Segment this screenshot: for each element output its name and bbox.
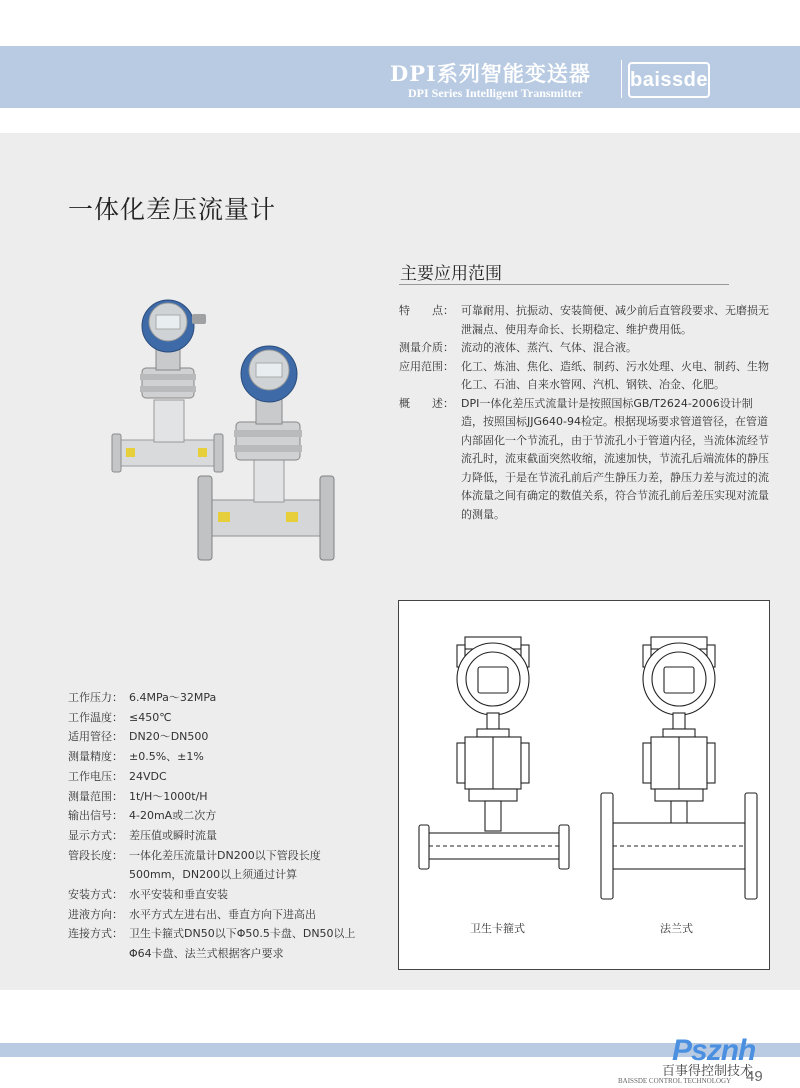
description-label: 测量介质： [399, 341, 454, 354]
section-divider [399, 284, 729, 285]
section-title: 主要应用范围 [400, 264, 502, 284]
header-title: DPI系列智能变送器 [390, 61, 591, 86]
spec-item [68, 806, 368, 826]
flange-type-drawing [601, 637, 757, 899]
technical-drawing [398, 600, 770, 970]
spec-label: 工作温度： [68, 710, 123, 724]
description-text: DPI一体化差压式流量计是按照国标GB/T2624-2006设计制造，按照国标JJG640-94检定。根据现场要求管道管径，在管道内部固化一个节流孔，由于节流孔小于管道内径，当流体流经节流孔时，流束截面突然收缩，流速加快，节流孔后端流体的静压力降低，于是在节流孔前后产生静压力差，静压力差与流过的流体流量之间有确定的数值关系，符合节流孔前后差压实现对流量的测量。 [461, 396, 769, 521]
description-item [399, 395, 771, 525]
spec-label: 进液方向： [68, 907, 123, 921]
description-label: 应用范围： [399, 359, 454, 373]
spec-value: 卫生卡箍式DN50以下Φ50.5卡盘、DN50以上Φ64卡盘、法兰式根据客户要求 [129, 927, 356, 961]
spec-label: 测量精度： [68, 750, 123, 764]
footer-company-name-en: BAISSDE CONTROL TECHNOLOGY [618, 1077, 732, 1085]
spec-item [68, 905, 368, 925]
spec-item [68, 787, 368, 807]
brand-logo: baissde [628, 62, 710, 98]
header-divider [621, 60, 622, 98]
spec-item [68, 767, 368, 787]
spec-item [68, 727, 368, 747]
spec-label: 管段长度： [68, 848, 123, 862]
spec-label: 连接方式： [68, 927, 123, 941]
clamp-type-drawing [419, 637, 569, 869]
spec-list [68, 688, 368, 964]
clamp-type-caption: 卫生卡箍式 [470, 922, 525, 935]
spec-label: 安装方式： [68, 888, 123, 902]
clamp-type-flowmeter-image [112, 300, 223, 472]
spec-item [68, 846, 368, 885]
spec-item [68, 826, 368, 846]
footer-company-name: 百事得控制技术 [662, 1064, 754, 1079]
spec-value: 差压值或瞬时流量 [129, 828, 217, 842]
spec-item [68, 688, 368, 708]
description-text: 流动的液体、蒸汽、气体、混合液。 [461, 341, 637, 354]
spec-value: DN20～DN500 [129, 730, 209, 744]
description-text: 化工、炼油、焦化、造纸、制药、污水处理、火电、制药、生物化工、石油、自来水管网、汽机、钢铁、冶金、化肥。 [461, 359, 769, 391]
spec-value: 水平方式左进右出、垂直方向下进高出 [129, 907, 316, 921]
spec-item [68, 885, 368, 905]
product-photo [110, 290, 340, 620]
spec-value: 1t/H～1000t/H [129, 789, 208, 803]
spec-label: 工作电压： [68, 769, 123, 783]
description-list [399, 302, 771, 524]
spec-value: 6.4MPa～32MPa [129, 691, 217, 704]
description-label: 概 述： [399, 396, 454, 410]
header-subtitle: DPI Series Intelligent Transmitter [408, 86, 583, 100]
description-item [399, 302, 771, 339]
page-title: 一体化差压流量计 [68, 195, 277, 224]
page-number: 49 [746, 1068, 763, 1085]
spec-value: 水平安装和垂直安装 [129, 888, 228, 902]
spec-value: ≤450℃ [129, 710, 172, 724]
spec-item [68, 747, 368, 767]
spec-value: 4-20mA或二次方 [129, 809, 217, 823]
description-item [399, 339, 771, 358]
description-item [399, 358, 771, 395]
spec-value: 24VDC [129, 769, 167, 783]
spec-label: 输出信号： [68, 809, 123, 823]
spec-label: 适用管径： [68, 730, 123, 744]
spec-item [68, 708, 368, 728]
spec-label: 显示方式： [68, 828, 123, 842]
spec-label: 测量范围： [68, 789, 123, 803]
description-text: 可靠耐用、抗振动、安装简便、减少前后直管段要求、无磨损无泄漏点、使用寿命长、长期稳定、维护费用低。 [461, 304, 769, 336]
watermark-logo: Psznh [672, 1034, 756, 1067]
spec-label: 工作压力： [68, 691, 123, 704]
spec-value: 一体化差压流量计DN200以下管段长度500mm，DN200以上须通过计算 [129, 848, 321, 882]
spec-item [68, 924, 368, 963]
spec-value: ±0.5%、±1% [129, 750, 204, 764]
description-label: 特 点： [399, 304, 454, 317]
flange-type-caption: 法兰式 [660, 922, 693, 935]
